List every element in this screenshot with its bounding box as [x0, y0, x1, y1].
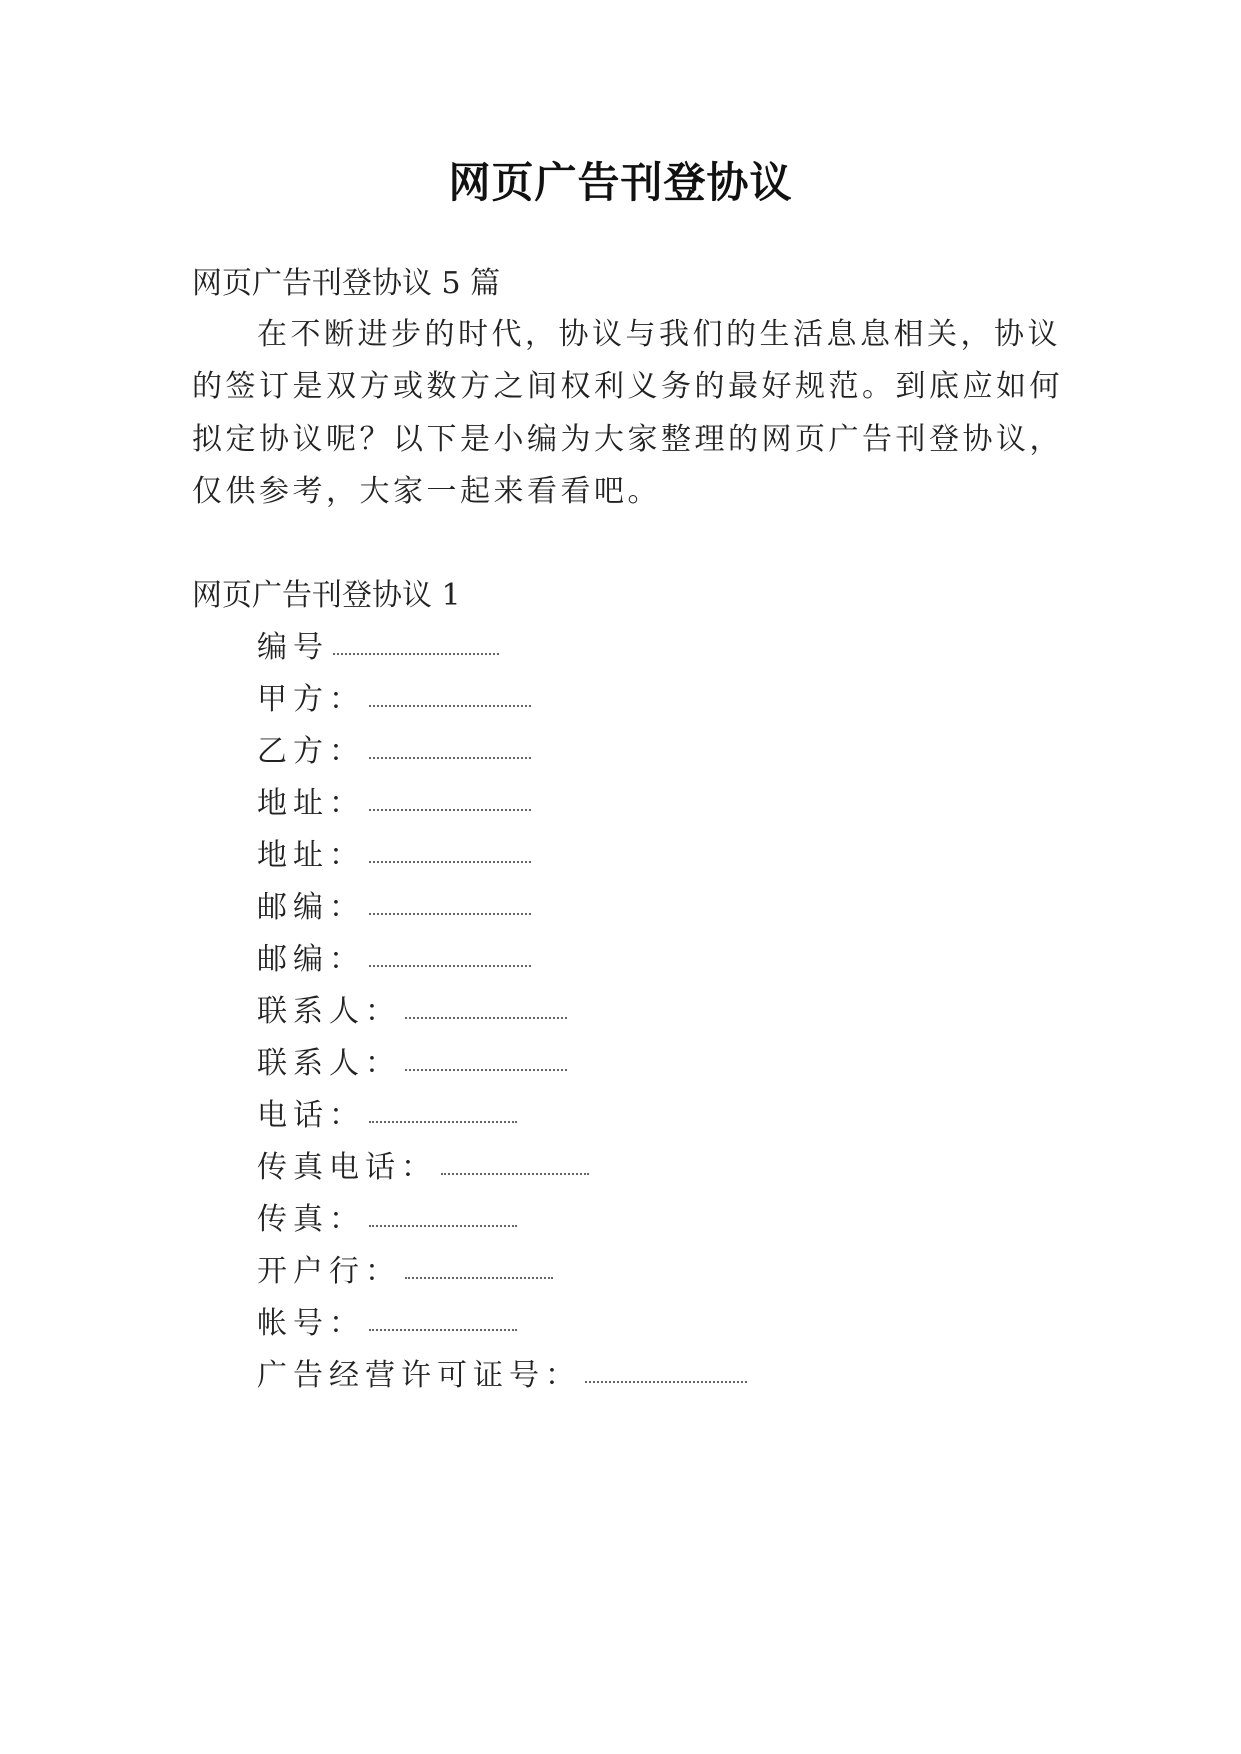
form-field-bank	[257, 1252, 553, 1292]
form-field-postcode-b	[257, 940, 531, 980]
field-label: 帐号：	[257, 1306, 365, 1341]
form-field-address-b	[257, 836, 531, 876]
field-label: 传真电话：	[257, 1150, 437, 1185]
form-field-address-a	[257, 784, 531, 824]
form-field-ad-license	[257, 1356, 747, 1396]
form-field-contact-b	[257, 1044, 567, 1084]
field-label: 地址：	[257, 786, 365, 821]
fill-in-blank	[405, 1067, 567, 1071]
form-field-fax-phone	[257, 1148, 589, 1188]
field-label: 邮编：	[257, 942, 365, 977]
form-field-number	[257, 628, 499, 668]
form-field-account	[257, 1304, 517, 1344]
fill-in-blank	[369, 807, 531, 811]
intro-line: 在不断进步的时代，协议与我们的生活息息相关，协议	[257, 317, 1061, 352]
intro-line: 仅供参考，大家一起来看看吧。	[192, 474, 661, 509]
field-label: 联系人：	[257, 1046, 401, 1081]
form-field-postcode-a	[257, 888, 531, 928]
fill-in-blank	[405, 1275, 553, 1279]
fill-in-blank	[369, 755, 531, 759]
field-label: 地址：	[257, 838, 365, 873]
intro-line: 拟定协议呢？以下是小编为大家整理的网页广告刊登协议，	[192, 422, 1063, 457]
field-label: 开户行：	[257, 1254, 401, 1289]
form-field-fax	[257, 1200, 517, 1240]
fill-in-blank	[585, 1379, 747, 1383]
fill-in-blank	[369, 1119, 517, 1123]
fill-in-blank	[405, 1015, 567, 1019]
fill-in-blank	[441, 1171, 589, 1175]
field-label: 传真：	[257, 1202, 365, 1237]
form-field-phone	[257, 1096, 517, 1136]
field-label: 广告经营许可证号：	[257, 1358, 581, 1393]
document-title: 网页广告刊登协议	[448, 158, 793, 207]
field-label: 编号	[257, 630, 329, 665]
form-field-contact-a	[257, 992, 567, 1032]
fill-in-blank	[369, 1223, 517, 1227]
fill-in-blank	[333, 651, 499, 655]
fill-in-blank	[369, 859, 531, 863]
form-field-party-b	[257, 732, 531, 772]
field-label: 乙方：	[257, 734, 365, 769]
field-label: 邮编：	[257, 890, 365, 925]
fill-in-blank	[369, 703, 531, 707]
fill-in-blank	[369, 963, 531, 967]
intro-line: 的签订是双方或数方之间权利义务的最好规范。到底应如何	[192, 369, 1063, 404]
section-heading: 网页广告刊登协议 1	[192, 578, 461, 613]
field-label: 联系人：	[257, 994, 401, 1029]
field-label: 电话：	[257, 1098, 365, 1133]
form-field-party-a	[257, 680, 531, 720]
fill-in-blank	[369, 911, 531, 915]
document-subtitle: 网页广告刊登协议 5 篇	[192, 266, 501, 301]
fill-in-blank	[369, 1327, 517, 1331]
field-label: 甲方：	[257, 682, 365, 717]
